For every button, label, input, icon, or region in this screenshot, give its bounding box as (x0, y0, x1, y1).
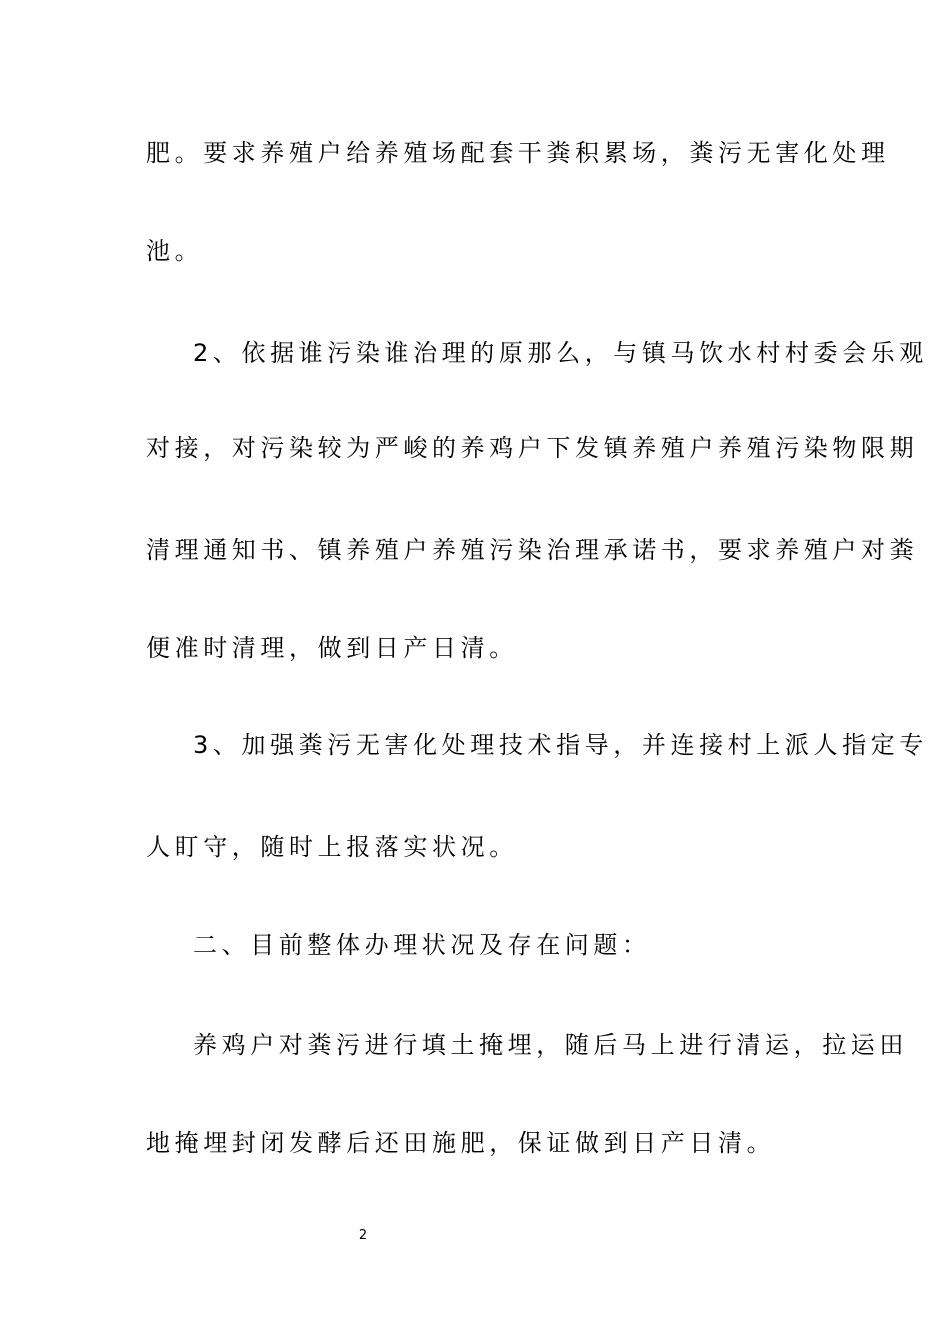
text-line: 对接，对污染较为严峻的养鸡户下发镇养殖户养殖污染物限期 (146, 434, 919, 462)
page-number: 2 (358, 1228, 368, 1243)
text-line: 池。 (146, 237, 204, 265)
text-line: 养鸡户对粪污进行填土掩埋，随后马上进行清运，拉运田 (193, 1031, 908, 1059)
text-line: 3、加强粪污无害化处理技术指导，并连接村上派人指定专 (193, 731, 928, 759)
text-line: 2、依据谁污染谁治理的原那么，与镇马饮水村村委会乐观 (193, 339, 928, 367)
text-line: 地掩埋封闭发酵后还田施肥，保证做到日产日清。 (146, 1129, 776, 1157)
text-line: 人盯守，随时上报落实状况。 (146, 833, 518, 861)
text-line: 便准时清理，做到日产日清。 (146, 634, 518, 662)
text-line: 肥。要求养殖户给养殖场配套干粪积累场，粪污无害化处理 (146, 139, 890, 167)
text-line: 清理通知书、镇养殖户养殖污染治理承诺书，要求养殖户对粪 (146, 536, 919, 564)
section-heading: 二、目前整体办理状况及存在问题： (193, 931, 651, 959)
